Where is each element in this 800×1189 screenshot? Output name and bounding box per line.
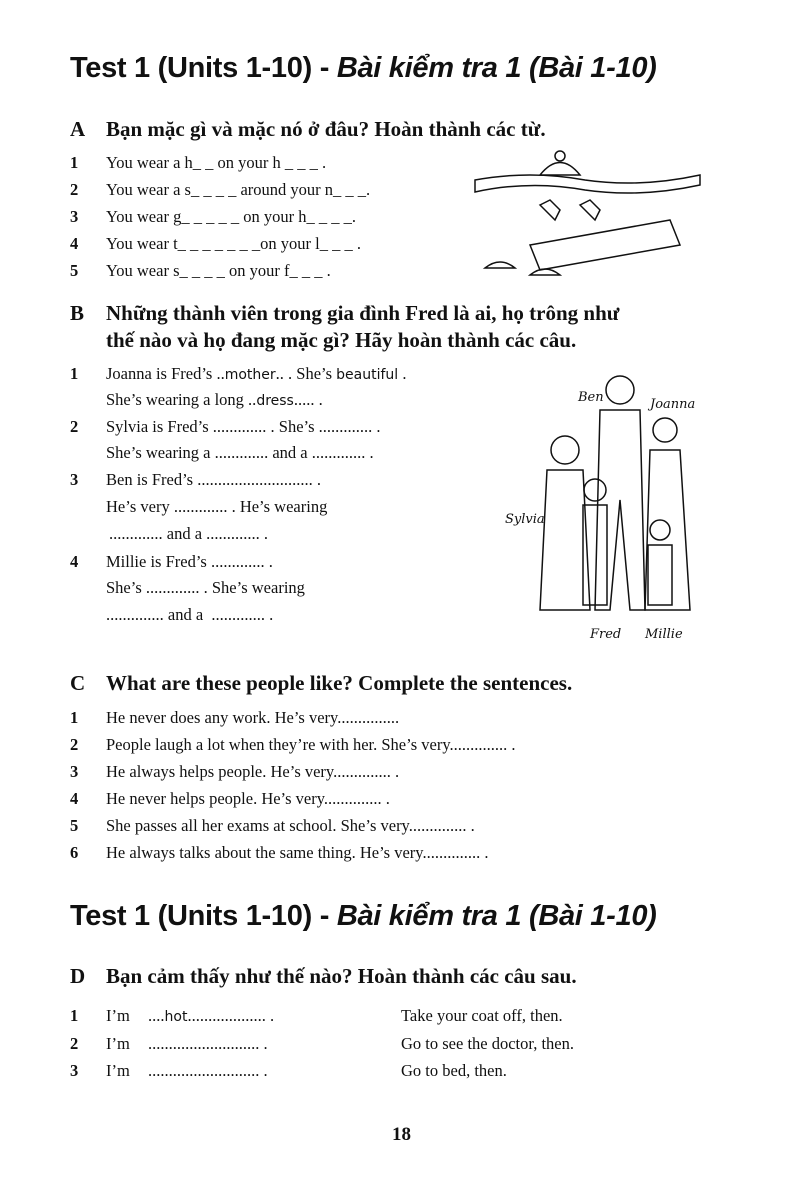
item-text: You wear s_ _ _ _ on your f_ _ _ . xyxy=(106,261,331,280)
item-text: He always talks about the same thing. He’s very.............. . xyxy=(106,843,489,862)
section-letter: A xyxy=(70,117,86,141)
item-number: 4 xyxy=(70,552,79,571)
list-item xyxy=(70,1034,575,1054)
item-number: 1 xyxy=(70,364,79,383)
list-item xyxy=(70,789,390,809)
item-number: 4 xyxy=(70,234,79,253)
list-item xyxy=(70,708,399,728)
item-reply: Go to see the doctor, then. xyxy=(401,1034,575,1053)
item-number: 2 xyxy=(70,1034,79,1053)
item-continuation: He’s very ............. . He’s wearing xyxy=(106,497,328,516)
list-item xyxy=(70,153,326,173)
item-text: He always helps people. He’s very.............. . xyxy=(106,762,400,781)
item-continuation xyxy=(106,390,323,410)
item-text: He never does any work. He’s very............... xyxy=(106,708,400,727)
item-number: 6 xyxy=(70,843,79,862)
section-letter: B xyxy=(70,301,85,325)
item-text: He never helps people. He’s very.............. . xyxy=(106,789,390,808)
item-number: 3 xyxy=(70,1061,79,1080)
item-text: .. . She’s xyxy=(275,364,337,383)
item-text: Ben is Fred’s ............................ . xyxy=(106,470,321,489)
list-item xyxy=(70,364,406,385)
label-fred: Fred xyxy=(590,627,622,642)
gloves-icon xyxy=(540,200,600,220)
title-italic: Bài kiểm tra 1 (Bài 1-10) xyxy=(336,52,657,84)
item-continuation: ............. and a ............. . xyxy=(109,524,269,543)
item-text: You wear a h_ _ on your h _ _ _ . xyxy=(106,153,327,172)
item-continuation: She’s wearing a ............. and a ............. . xyxy=(106,443,374,462)
item-text: I’m xyxy=(106,1034,130,1053)
item-number: 1 xyxy=(70,1006,79,1025)
list-item xyxy=(70,843,488,863)
list-item xyxy=(70,735,516,755)
item-number: 5 xyxy=(70,261,79,280)
label-joanna: Joanna xyxy=(650,397,696,412)
item-text: I’m xyxy=(106,1061,130,1080)
label-millie: Millie xyxy=(645,627,683,642)
item-text: You wear a s_ _ _ _ around your n_ _ _. xyxy=(106,180,371,199)
item-number: 3 xyxy=(70,470,79,489)
section-heading-text: Bạn cảm thấy như thế nào? Hoàn thành các câu sau. xyxy=(106,964,577,988)
list-item xyxy=(70,470,321,490)
item-number: 2 xyxy=(70,735,79,754)
blank: ........................... . xyxy=(148,1061,268,1080)
item-text: She’s wearing a long .. xyxy=(106,390,257,409)
item-text: She passes all her exams at school. She’s very.............. . xyxy=(106,816,475,835)
heading-line: Những thành viên trong gia đình Fred là ai, họ trông như xyxy=(106,301,620,325)
section-letter: C xyxy=(70,671,86,695)
title-italic: Bài kiểm tra 1 (Bài 1-10) xyxy=(336,900,657,932)
clothes-illustration xyxy=(470,150,720,290)
test-title xyxy=(70,900,657,933)
item-number: 2 xyxy=(70,417,79,436)
list-item xyxy=(70,261,331,281)
list-item xyxy=(70,762,399,782)
blank: .... xyxy=(148,1006,165,1025)
handwritten-answer: beautiful xyxy=(336,367,399,383)
list-item xyxy=(70,552,273,572)
title-plain: Test 1 (Units 1-10) - xyxy=(70,900,337,932)
item-text: ..... . xyxy=(293,390,323,409)
list-item xyxy=(70,207,356,227)
section-a-heading xyxy=(70,116,546,143)
blank: ................... . xyxy=(187,1006,275,1025)
section-heading-text xyxy=(106,300,619,354)
section-heading-text: What are these people like? Complete the sentences. xyxy=(106,671,573,695)
test-title xyxy=(70,52,657,85)
list-item xyxy=(70,234,361,254)
item-text: I’m xyxy=(106,1006,130,1025)
item-number: 3 xyxy=(70,762,79,781)
item-continuation: .............. and a ............. . xyxy=(106,605,274,624)
list-item xyxy=(70,417,381,437)
label-ben: Ben xyxy=(578,390,604,405)
list-item xyxy=(70,1006,563,1026)
item-text: Millie is Fred’s ............. . xyxy=(106,552,273,571)
item-text: Sylvia is Fred’s ............. . She’s ............. . xyxy=(106,417,381,436)
section-d-heading xyxy=(70,963,577,990)
trousers-icon xyxy=(530,220,680,270)
section-heading-text: Bạn mặc gì và mặc nó ở đâu? Hoàn thành các từ. xyxy=(106,117,546,141)
item-number: 1 xyxy=(70,153,79,172)
hat-icon xyxy=(540,163,580,176)
item-number: 4 xyxy=(70,789,79,808)
item-number: 2 xyxy=(70,180,79,199)
section-letter: D xyxy=(70,964,86,988)
item-text: You wear g_ _ _ _ _ on your h_ _ _ _. xyxy=(106,207,356,226)
title-plain: Test 1 (Units 1-10) - xyxy=(70,52,337,84)
blank: ........................... . xyxy=(148,1034,268,1053)
label-sylvia: Sylvia xyxy=(505,512,545,527)
list-item xyxy=(70,180,370,200)
page-number: 18 xyxy=(392,1124,411,1145)
item-continuation: She’s ............. . She’s wearing xyxy=(106,578,305,597)
section-b-heading xyxy=(70,300,619,354)
item-number: 3 xyxy=(70,207,79,226)
item-reply: Go to bed, then. xyxy=(401,1061,507,1080)
section-c-heading xyxy=(70,670,572,697)
list-item xyxy=(70,816,475,836)
list-item xyxy=(70,1061,507,1081)
handwritten-answer: hot xyxy=(164,1009,188,1025)
handwritten-answer: dress xyxy=(256,393,294,409)
item-number: 5 xyxy=(70,816,79,835)
item-text: Joanna is Fred’s .. xyxy=(106,364,225,383)
item-text: You wear t_ _ _ _ _ _ _on your l_ _ _ . xyxy=(106,234,361,253)
item-number: 1 xyxy=(70,708,79,727)
item-text: . xyxy=(398,364,407,383)
item-reply: Take your coat off, then. xyxy=(401,1006,563,1025)
scarf-icon xyxy=(475,175,700,193)
heading-line: thế nào và họ đang mặc gì? Hãy hoàn thành các câu. xyxy=(106,328,577,352)
handwritten-answer: mother xyxy=(224,367,276,383)
item-text: People laugh a lot when they’re with her. She’s very.............. . xyxy=(106,735,516,754)
